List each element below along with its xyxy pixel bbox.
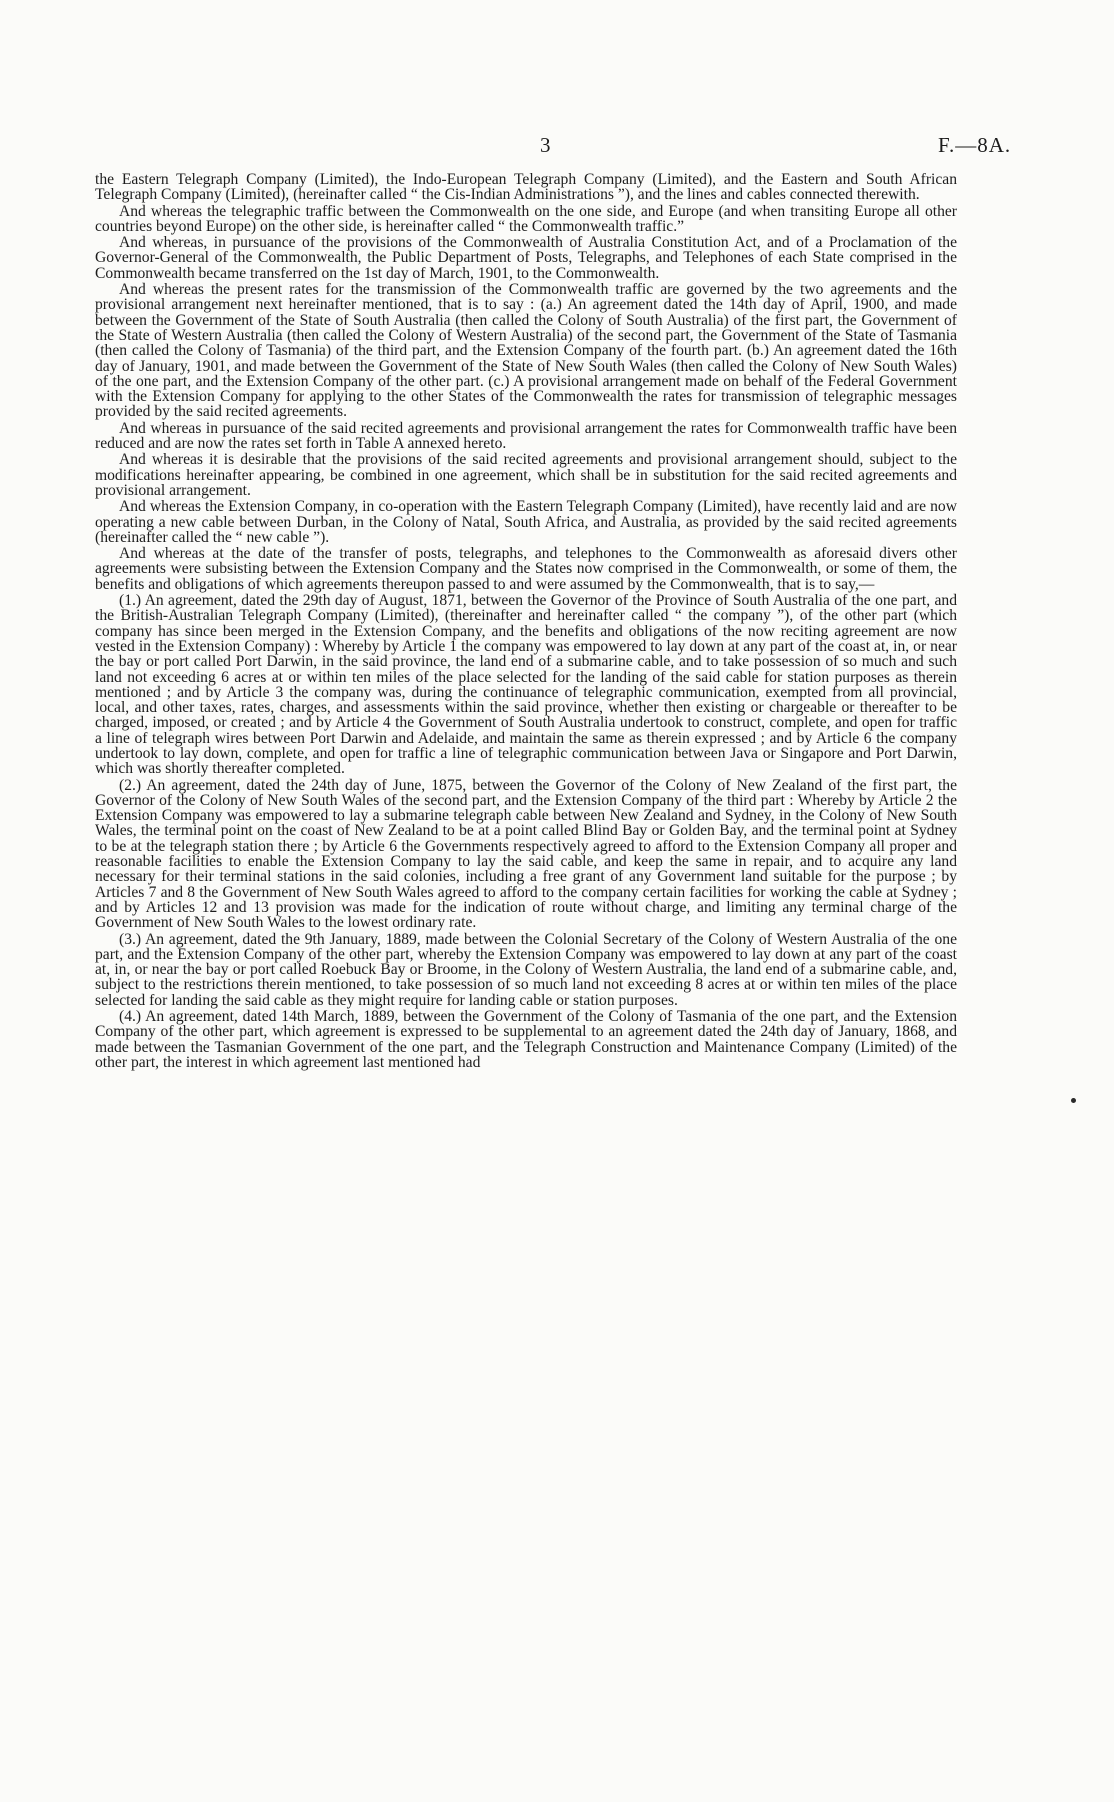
paragraph: And whereas the present rates for the transmission of the Commonwealth traffic are governed by the two agreements and the provisional arrangement next hereinafter mentioned, that is to say : (a.) An agreement dated the 14th day of April, 1900, and made between the Government of the State of South Australia (then called the Colony of South Australia) of the first part, the Government of the State of Western Australia (then called the Colony of Western Australia) of the second part, the Government of the State of Tasmania (then called the Colony of Tasmania) of the third part, and the Extension Company of the fourth part. (b.) An agreement dated the 16th day of January, 1901, and made between the Government of the State of New South Wales (then called the Colony of New South Wales) of the one part, and the Extension Company of the other part. (c.) A provisional arrangement made on behalf of the Federal Government with the Extension Company for applying to the other States of the Commonwealth the rates for transmission of telegraphic messages provided by the said recited agreements. bbox=[95, 281, 957, 421]
paragraph: (4.) An agreement, dated 14th March, 1889, between the Government of the Colony of Tasmania of the one part, and the Extension Company of the other part, which agreement is expressed to be supplemental to an agreement dated the 24th day of January, 1868, and made between the Tasmanian Government of the one part, and the Telegraph Construction and Maintenance Company (Limited) of the other part, the interest in which agreement last mentioned had bbox=[95, 1008, 957, 1071]
paragraph: And whereas in pursuance of the said recited agreements and provisional arrangement the rates for Commonwealth traffic have been reduced and are now the rates set forth in Table A annexed hereto. bbox=[95, 419, 957, 453]
paragraph: And whereas the telegraphic traffic between the Commonwealth on the one side, and Europe (and when transiting Europe all other countries beyond Europe) on the other side, is hereinafter called “ the Commonwealth traffic.” bbox=[95, 202, 957, 235]
ink-speck bbox=[1071, 1098, 1076, 1103]
paragraph: And whereas at the date of the transfer of posts, telegraphs, and telephones to the Commonwealth as aforesaid divers other agreements were subsisting between the Extension Company and the States now comprised in the Commonwealth, or some of them, the benefits and obligations of which agreements thereupon passed to and were assumed by the Commonwealth, that is to say,— bbox=[95, 545, 957, 593]
page-number: 3 bbox=[540, 133, 552, 157]
paragraph: And whereas the Extension Company, in co-operation with the Eastern Telegraph Company (Limited), have recently laid and are now operating a new cable between Durban, in the Colony of Natal, South Africa, and Australia, as provided by the said recited agreements (hereinafter called the “ new cable ”). bbox=[95, 498, 957, 546]
paragraph: And whereas it is desirable that the provisions of the said recited agreements and provisional arrangement should, subject to the modifications hereinafter appearing, be combined in one agreement, which shall be in substitution for the said recited agreements and provisional arrangement. bbox=[95, 451, 957, 499]
paragraph: (2.) An agreement, dated the 24th day of June, 1875, between the Governor of the Colony of New Zealand of the first part, the Governor of the Colony of New South Wales of the second part, and the Extension Company of the third part : Whereby by Article 2 the Extension Company was empowered to lay a submarine telegraph cable between New Zealand and Sydney, in the Colony of New South Wales, the terminal point on the coast of New Zealand to be at a point called Blind Bay or Golden Bay, and the terminal point at Sydney to be at the telegraph station there ; by Article 6 the Governments respectively agreed to afford to the Extension Company all proper and reasonable facilities to enable the Extension Company to lay the said cable, and keep the same in repair, and to acquire any land necessary for their terminal stations in the said colonies, including a free grant of any Government land suitable for the purpose ; by Articles 7 and 8 the Government of New South Wales agreed to afford to the company certain facilities for working the cable at Sydney ; and by Articles 12 and 13 provision was made for the indication of route without charge, and limiting any terminal charge of the Government of New South Wales to the lowest ordinary rate. bbox=[95, 776, 957, 932]
paragraph: (3.) An agreement, dated the 9th January, 1889, made between the Colonial Secretary of the Colony of Western Australia of the one part, and the Extension Company of the other part, whereby the Extension Company was empowered to lay down at any part of the coast at, in, or near the bay or port called Roebuck Bay or Broome, in the Colony of Western Australia, the land end of a submarine cable, and, subject to the restrictions therein mentioned, to take possession of so much land not exceeding 8 acres at or within ten miles of the place selected for landing the said cable as they might require for landing cable or station purposes. bbox=[95, 930, 957, 1009]
document-reference: F.—8A. bbox=[938, 133, 1012, 157]
paragraph: (1.) An agreement, dated the 29th day of August, 1871, between the Governor of the Province of South Australia of the one part, and the British-Australian Telegraph Company (Limited), (thereinafter and hereinafter called “ the company ”), of the other part (which company has since been merged in the Extension Company, and the benefits and obligations of the now reciting agreement are now vested in the Extension Company) : Whereby by Article 1 the company was empowered to lay down at any part of the coast at, in, or near the bay or port called Port Darwin, in the said province, the land end of a submarine cable, and to take possession of so much and such land not exceeding 6 acres at or within ten miles of the place selected for the landing of the said cable for station purposes as therein mentioned ; and by Article 3 the company was, during the continuance of telegraphic communication, exempted from all provincial, local, and other taxes, rates, charges, and assessments within the said province, whether then existing or chargeable or thereafter to be charged, imposed, or created ; and by Article 4 the Government of South Australia undertook to construct, complete, and open for traffic a line of telegraph wires between Port Darwin and Adelaide, and maintain the same as therein expressed ; and by Article 6 the company undertook to lay down, complete, and open for traffic a line of telegraphic communication between Java or Singapore and Port Darwin, which was shortly thereafter completed. bbox=[95, 592, 957, 778]
paragraph: the Eastern Telegraph Company (Limited), the Indo-European Telegraph Company (Limited), and the Eastern and South African Telegraph Company (Limited), (hereinafter called “ the Cis-Indian Administrations ”), and the lines and cables connected therewith. bbox=[95, 171, 957, 204]
paragraph: And whereas, in pursuance of the provisions of the Commonwealth of Australia Constitution Act, and of a Proclamation of the Governor-General of the Commonwealth, the Public Department of Posts, Telegraphs, and Telephones of each State comprised in the Commonwealth became transferred on the 1st day of March, 1901, to the Commonwealth. bbox=[95, 234, 957, 282]
body-text bbox=[95, 172, 957, 1070]
